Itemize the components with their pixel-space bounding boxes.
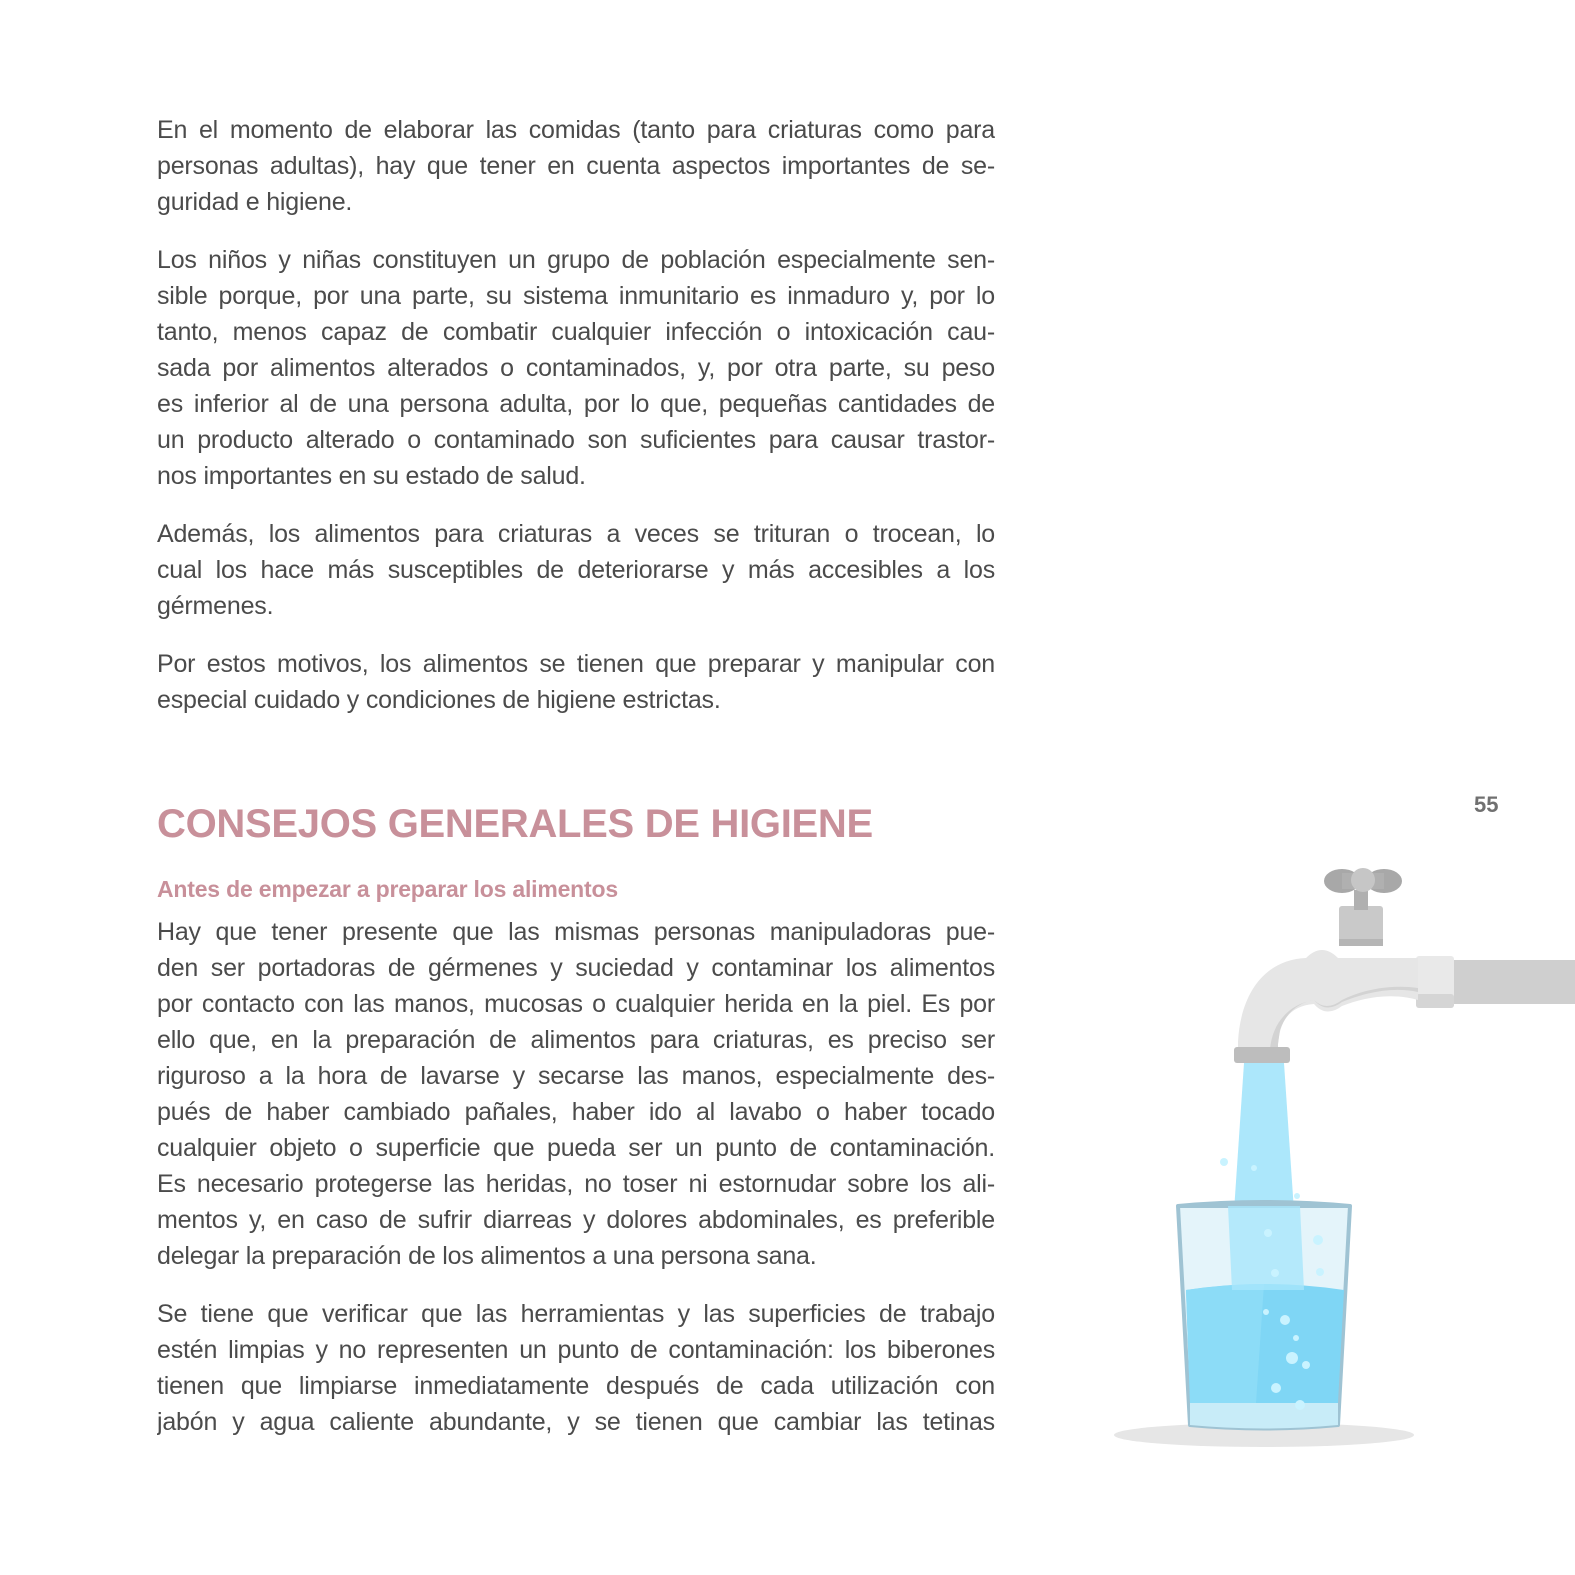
text-line: es inferior al de una persona adulta, por lo que, pequeñas cantidades de [157,390,995,418]
text-line: ello que, en la preparación de alimentos para criaturas, es preciso ser [157,1026,995,1054]
intro-text [157,112,995,718]
text-line: personas adultas), hay que tener en cuenta aspectos importantes de se- [157,152,995,180]
section-text [157,914,995,1440]
faucet-nozzle [1234,1047,1290,1063]
paragraph-section-1 [157,914,995,1274]
text-line: gérmenes. [157,592,274,620]
paragraph-section-2 [157,1296,995,1440]
section-subheading: Antes de empezar a preparar los alimentos [157,876,618,902]
text-line: especial cuidado y condiciones de higiene estrictas. [157,686,721,714]
section-heading: CONSEJOS GENERALES DE HIGIENE [157,802,873,846]
faucet-spout [1238,950,1418,1050]
text-line: guridad e higiene. [157,188,353,216]
text-line: sada por alimentos alterados o contaminados, y, por otra parte, su peso [157,354,995,382]
paragraph-intro-4 [157,646,995,718]
faucet-handle [1324,868,1402,893]
text-line: Es necesario protegerse las heridas, no toser ni estornudar sobre los ali- [157,1170,995,1198]
text-line: Se tiene que verificar que las herramientas y las superficies de trabajo [157,1300,995,1328]
text-line: tanto, menos capaz de combatir cualquier infección o intoxicación cau- [157,318,995,346]
text-line: En el momento de elaborar las comidas (tanto para criaturas como para [157,116,995,144]
faucet-pipe [1450,960,1575,1004]
text-line: pués de haber cambiado pañales, haber ido al lavabo o haber tocado [157,1098,995,1126]
page-number: 55 [1474,792,1499,817]
paragraph-intro-1 [157,112,995,220]
text-line: delegar la preparación de los alimentos a una persona sana. [157,1242,817,1270]
text-line: cualquier objeto o superficie que pueda ser un punto de contaminación. [157,1134,995,1162]
text-line: Además, los alimentos para criaturas a veces se trituran o trocean, lo [157,520,995,548]
paragraph-intro-3 [157,516,995,624]
text-line: riguroso a la hora de lavarse y secarse las manos, especialmente des- [157,1062,995,1090]
text-line: den ser portadoras de gérmenes y suciedad y contaminar los alimentos [157,954,995,982]
text-line: cual los hace más susceptibles de deteriorarse y más accesibles a los [157,556,995,584]
text-line: Por estos motivos, los alimentos se tienen que preparar y manipular con [157,650,995,678]
text-line: por contacto con las manos, mucosas o cualquier herida en la piel. Es por [157,990,995,1018]
text-line: estén limpias y no representen un punto de contaminación: los biberones [157,1336,995,1364]
text-line: Hay que tener presente que las mismas personas manipuladoras pue- [157,918,995,946]
text-line: nos importantes en su estado de salud. [157,462,586,490]
text-line: Los niños y niñas constituyen un grupo de población especialmente sen- [157,246,995,274]
text-line: tienen que limpiarse inmediatamente después de cada utilización con [157,1372,995,1400]
text-line: mentos y, en caso de sufrir diarreas y dolores abdominales, es preferible [157,1206,995,1234]
text-line: sible porque, por una parte, su sistema inmunitario es inmaduro y, por lo [157,282,995,310]
text-line: un producto alterado o contaminado son suficientes para causar trastor- [157,426,995,454]
text-line: jabón y agua caliente abundante, y se tienen que cambiar las tetinas [157,1408,995,1436]
paragraph-intro-2 [157,242,995,494]
faucet-pouring-water-into-glass-icon [1100,860,1575,1460]
